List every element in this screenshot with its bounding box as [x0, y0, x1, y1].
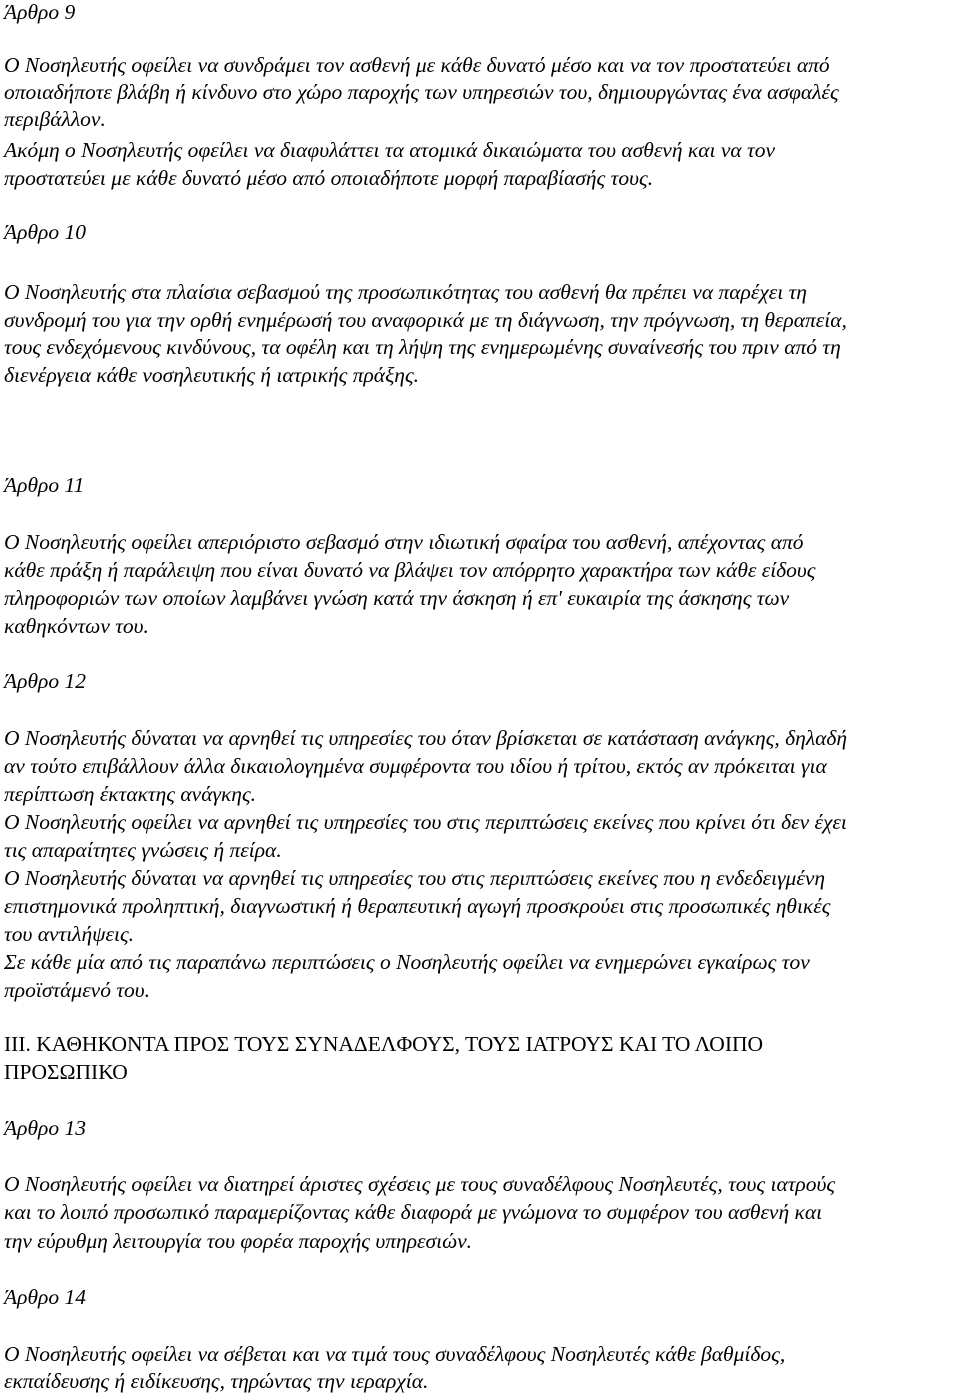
paragraph-line: συνδρομή του για την ορθή ενημέρωσή του αναφορικά με τη διάγνωση, την πρόγνωση, τη θεραπεία,	[4, 308, 847, 332]
section-heading: ΙΙΙ. ΚΑΘΗΚΟΝΤΑ ΠΡΟΣ ΤΟΥΣ ΣΥΝΑΔΕΛΦΟΥΣ, ΤΟΥΣ ΙΑΤΡΟΥΣ ΚΑΙ ΤΟ ΛΟΙΠΟ	[4, 1032, 764, 1056]
paragraph-line: την εύρυθμη λειτουργία του φορέα παροχής υπηρεσιών.	[4, 1229, 472, 1253]
paragraph-line: Ο Νοσηλευτής οφείλει να διατηρεί άριστες σχέσεις με τους συναδέλφους Νοσηλευτές, τους ιατρούς	[4, 1172, 836, 1196]
article-heading: Άρθρο 13	[4, 1116, 86, 1140]
paragraph-line: Ο Νοσηλευτής οφείλει να σέβεται και να τιμά τους συναδέλφους Νοσηλευτές κάθε βαθμίδος,	[4, 1342, 786, 1366]
paragraph-line: Ακόμη ο Νοσηλευτής οφείλει να διαφυλάττει τα ατομικά δικαιώματα του ασθενή και να τον	[4, 138, 776, 162]
paragraph-line: οποιαδήποτε βλάβη ή κίνδυνο στο χώρο παροχής των υπηρεσιών του, δημιουργώντας ένα ασφαλές	[4, 80, 839, 104]
paragraph-line: αν τούτο επιβάλλουν άλλα δικαιολογημένα συμφέροντα του ιδίου ή τρίτου, εκτός αν πρόκειται για	[4, 754, 827, 778]
paragraph-line: τους ενδεχόμενους κινδύνους, τα οφέλη και τη λήψη της ενημερωμένης συναίνεσής του πριν από τη	[4, 335, 841, 359]
paragraph-line: και το λοιπό προσωπικό παραμερίζοντας κάθε διαφορά με γνώμονα το συμφέρον του ασθενή και	[4, 1200, 823, 1224]
paragraph-line: Ο Νοσηλευτής οφείλει να αρνηθεί τις υπηρεσίες του στις περιπτώσεις εκείνες που κρίνει ότι δεν έχει	[4, 810, 847, 834]
paragraph-line: προστατεύει με κάθε δυνατό μέσο από οποιαδήποτε μορφή παραβίασής τους.	[4, 166, 654, 190]
paragraph-line: περιβάλλον.	[4, 107, 106, 131]
paragraph-line: προϊστάμενό του.	[4, 978, 151, 1002]
paragraph-line: Ο Νοσηλευτής δύναται να αρνηθεί τις υπηρεσίες του στις περιπτώσεις εκείνες που η ενδεδειγμένη	[4, 866, 826, 890]
paragraph-line: Ο Νοσηλευτής οφείλει απεριόριστο σεβασμό στην ιδιωτική σφαίρα του ασθενή, απέχοντας από	[4, 530, 804, 554]
paragraph-line: Ο Νοσηλευτής οφείλει να συνδράμει τον ασθενή με κάθε δυνατό μέσο και να τον προστατεύει από	[4, 53, 830, 77]
paragraph-line: Σε κάθε μία από τις παραπάνω περιπτώσεις ο Νοσηλευτής οφείλει να ενημερώνει εγκαίρως τον	[4, 950, 810, 974]
paragraph-line: εκπαίδευσης ή ειδίκευσης, τηρώντας την ιεραρχία.	[4, 1369, 429, 1393]
section-heading: ΠΡΟΣΩΠΙΚΟ	[4, 1060, 128, 1084]
article-heading: Άρθρο 14	[4, 1285, 86, 1309]
paragraph-line: Ο Νοσηλευτής δύναται να αρνηθεί τις υπηρεσίες του όταν βρίσκεται σε κατάσταση ανάγκης, δηλαδή	[4, 726, 848, 750]
paragraph-line: κάθε πράξη ή παράλειψη που είναι δυνατό να βλάψει τον απόρρητο χαρακτήρα των κάθε είδους	[4, 558, 816, 582]
paragraph-line: του αντιλήψεις.	[4, 922, 135, 946]
paragraph-line: τις απαραίτητες γνώσεις ή πείρα.	[4, 838, 282, 862]
paragraph-line: διενέργεια κάθε νοσηλευτικής ή ιατρικής πράξης.	[4, 363, 420, 387]
paragraph-line: καθηκόντων του.	[4, 614, 149, 638]
article-heading: Άρθρο 11	[4, 473, 85, 497]
paragraph-line: επιστημονικά προληπτική, διαγνωστική ή θεραπευτική αγωγή προσκρούει στις προσωπικές ηθικές	[4, 894, 831, 918]
paragraph-line: περίπτωση έκτακτης ανάγκης.	[4, 782, 257, 806]
article-heading: Άρθρο 10	[4, 220, 86, 244]
paragraph-line: Ο Νοσηλευτής στα πλαίσια σεβασμού της προσωπικότητας του ασθενή θα πρέπει να παρέχει τη	[4, 280, 807, 304]
article-heading: Άρθρο 9	[4, 0, 76, 24]
paragraph-line: πληροφοριών των οποίων λαμβάνει γνώση κατά την άσκηση ή επ' ευκαιρία της άσκησης των	[4, 586, 790, 610]
article-heading: Άρθρο 12	[4, 669, 86, 693]
